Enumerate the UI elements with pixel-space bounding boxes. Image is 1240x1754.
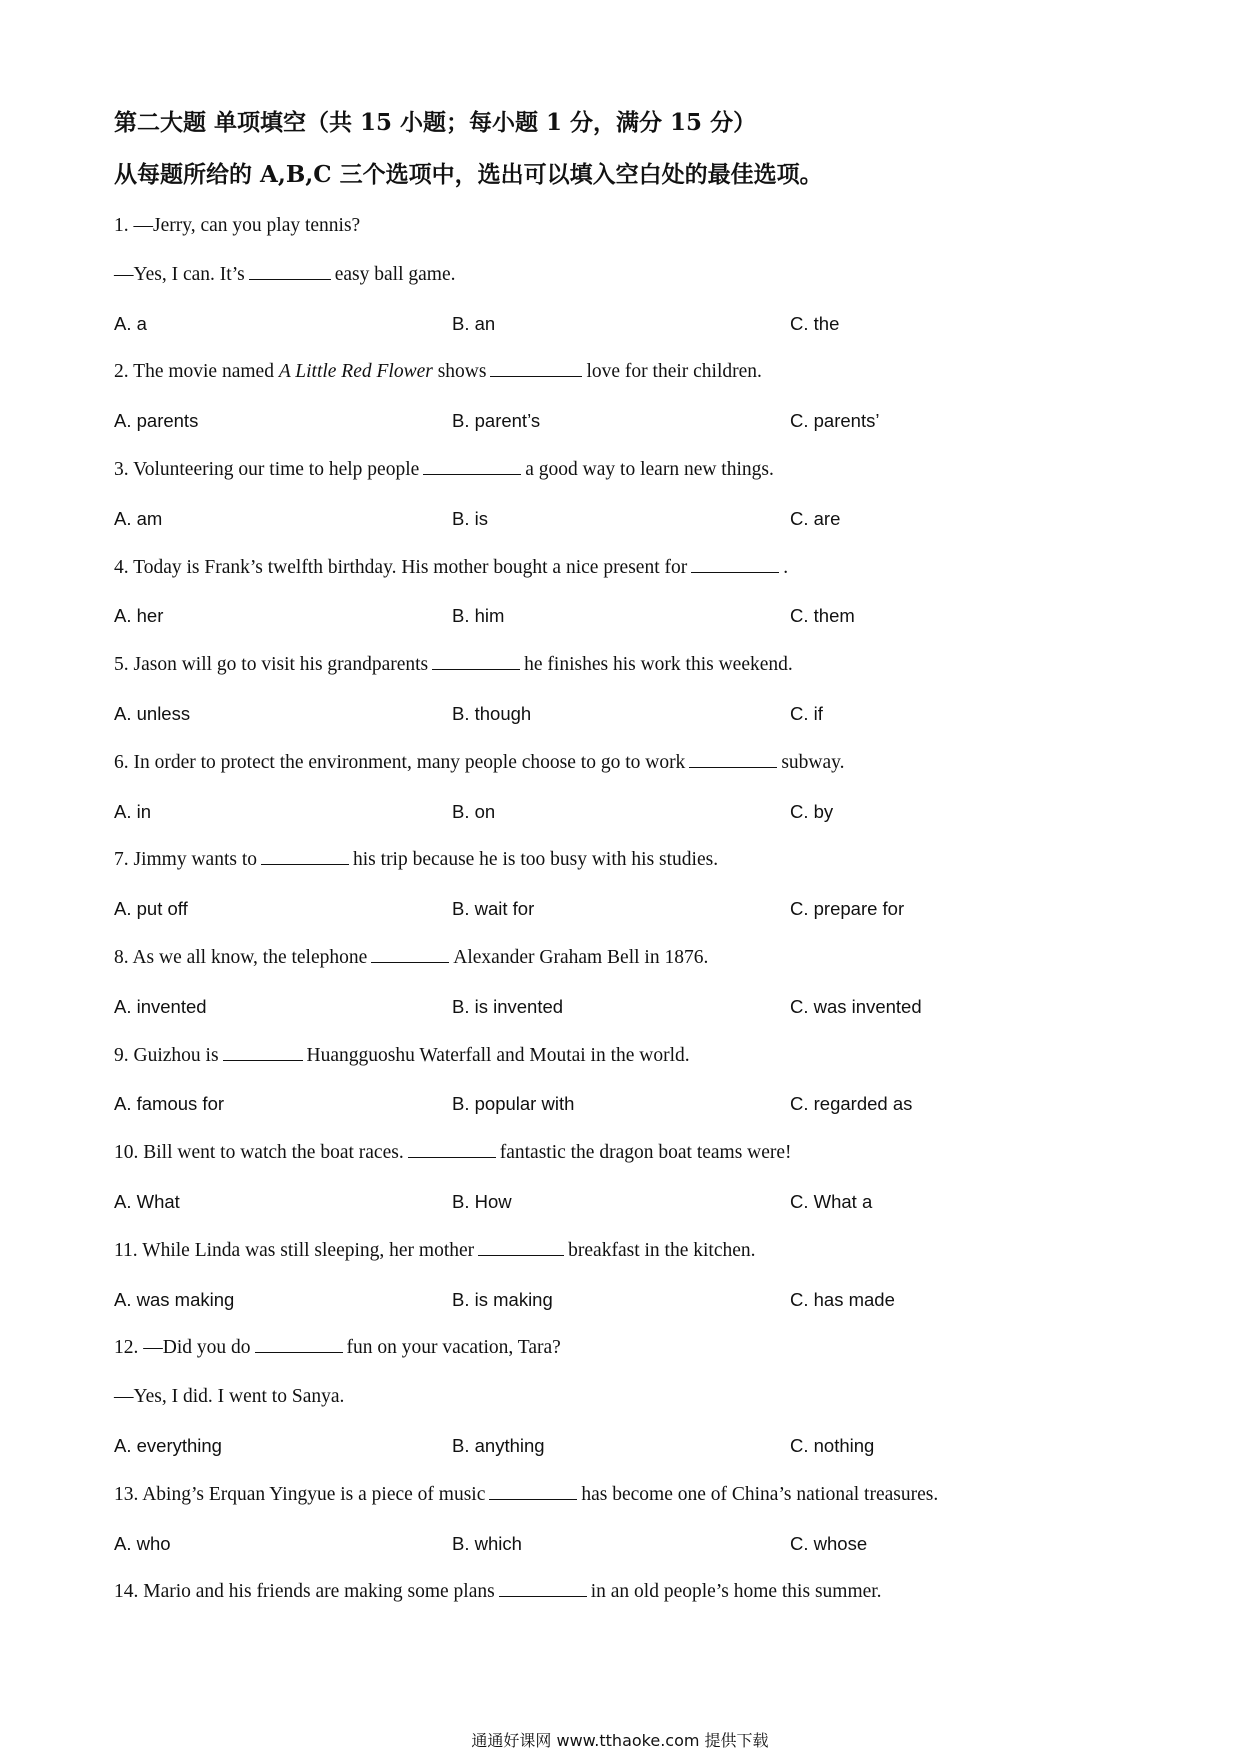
option-a: A. everything bbox=[114, 1434, 222, 1456]
question-text: —Yes, I did. I went to Sanya. bbox=[114, 1386, 345, 1408]
question-text: love for their children. bbox=[586, 361, 762, 383]
question-number: 4. bbox=[114, 556, 134, 578]
option-b: B. him bbox=[452, 605, 505, 627]
question-text: subway. bbox=[781, 751, 845, 773]
question-number: 14. bbox=[114, 1581, 144, 1603]
option-b: B. on bbox=[452, 800, 496, 822]
question-text: Volunteering our time to help people bbox=[133, 458, 420, 480]
question-text: shows bbox=[437, 361, 487, 383]
answer-blank bbox=[423, 473, 521, 475]
question-line bbox=[114, 641, 1134, 690]
question-text: Mario and his friends are making some plans bbox=[143, 1581, 495, 1603]
answer-blank bbox=[478, 1254, 564, 1256]
page-footer bbox=[0, 1728, 1240, 1751]
question-number: 13. bbox=[114, 1483, 143, 1505]
option-b: B. parent’s bbox=[452, 410, 541, 432]
question-text: fantastic the dragon boat teams were! bbox=[499, 1142, 792, 1164]
option-c: C. What a bbox=[790, 1190, 873, 1212]
option-c: C. them bbox=[790, 605, 855, 627]
question-text: he finishes his work this weekend. bbox=[524, 654, 793, 676]
question-line bbox=[114, 251, 1134, 300]
option-c: C. was invented bbox=[790, 995, 922, 1017]
option-a: A. was making bbox=[114, 1288, 235, 1310]
question-text: —Jerry, can you play tennis? bbox=[133, 215, 361, 236]
answer-blank bbox=[371, 961, 449, 963]
options-row bbox=[114, 885, 1134, 934]
question-number: 6. bbox=[114, 751, 134, 773]
options-row bbox=[114, 983, 1134, 1032]
answer-blank bbox=[255, 1351, 343, 1353]
italic-title: A Little Red Flower bbox=[278, 361, 433, 383]
question-line bbox=[114, 1324, 1134, 1373]
question-text: While Linda was still sleeping, her mother bbox=[142, 1239, 475, 1261]
question-number: 10. bbox=[114, 1142, 144, 1164]
options-row bbox=[114, 1276, 1134, 1325]
answer-blank bbox=[489, 1498, 577, 1500]
option-a: A. parents bbox=[114, 410, 199, 432]
options-row bbox=[114, 397, 1134, 446]
option-b: B. is bbox=[452, 507, 488, 529]
question-text: breakfast in the kitchen. bbox=[568, 1239, 756, 1261]
option-a: A. am bbox=[114, 507, 163, 529]
question-line bbox=[114, 1129, 1134, 1178]
option-c: C. parents’ bbox=[790, 410, 880, 432]
question-text: In order to protect the environment, many people choose to go to work bbox=[133, 751, 686, 773]
answer-blank bbox=[490, 375, 582, 377]
options-row bbox=[114, 1178, 1134, 1227]
question-text: Huangguoshu Waterfall and Moutai in the world. bbox=[306, 1044, 690, 1066]
question-text: Guizhou is bbox=[133, 1044, 219, 1066]
option-b: B. anything bbox=[452, 1434, 545, 1456]
section-instruction bbox=[114, 156, 823, 189]
question-text: . bbox=[783, 556, 789, 578]
question-text: Jason will go to visit his grandparents bbox=[133, 654, 429, 676]
options-row bbox=[114, 1422, 1134, 1471]
option-a: A. famous for bbox=[114, 1093, 225, 1115]
question-number: 1. bbox=[114, 215, 134, 236]
answer-blank bbox=[249, 278, 331, 280]
option-a: A. put off bbox=[114, 898, 188, 920]
answer-blank bbox=[499, 1595, 587, 1597]
option-a: A. unless bbox=[114, 702, 191, 724]
options-row bbox=[114, 690, 1134, 739]
option-c: C. whose bbox=[790, 1532, 868, 1554]
question-text: As we all know, the telephone bbox=[132, 946, 368, 968]
question-line bbox=[114, 836, 1134, 885]
footer-text: 通通好课网 www.tthaoke.com 提供下载 bbox=[471, 1731, 769, 1750]
option-c: C. by bbox=[790, 800, 834, 822]
question-line bbox=[114, 446, 1134, 495]
option-a: A. her bbox=[114, 605, 164, 627]
question-line bbox=[114, 1373, 1134, 1422]
question-text: his trip because he is too busy with his studies. bbox=[353, 849, 719, 871]
option-c: C. if bbox=[790, 702, 823, 724]
question-text: Bill went to watch the boat races. bbox=[143, 1142, 404, 1164]
question-line bbox=[114, 1568, 1134, 1617]
answer-blank bbox=[408, 1156, 496, 1158]
question-line bbox=[114, 1227, 1134, 1276]
question-text: The movie named bbox=[133, 361, 274, 383]
option-a: A. What bbox=[114, 1190, 180, 1212]
option-c: C. are bbox=[790, 507, 841, 529]
question-text: Today is Frank’s twelfth birthday. His mother bought a nice present for bbox=[133, 556, 688, 578]
answer-blank bbox=[691, 571, 779, 573]
option-a: A. a bbox=[114, 312, 147, 334]
options-row bbox=[114, 788, 1134, 837]
question-number: 2. bbox=[114, 361, 134, 383]
question-number: 7. bbox=[114, 849, 134, 871]
section-instruction-text: 从每题所给的 A,B,C 三个选项中，选出可以填入空白处的最佳选项。 bbox=[114, 161, 823, 188]
options-row bbox=[114, 1080, 1134, 1129]
question-text: Jimmy wants to bbox=[133, 849, 258, 871]
question-line bbox=[114, 934, 1134, 983]
question-number: 8. bbox=[114, 946, 133, 968]
option-b: B. an bbox=[452, 312, 496, 334]
answer-blank bbox=[261, 863, 349, 865]
question-text: a good way to learn new things. bbox=[525, 458, 774, 480]
option-a: A. invented bbox=[114, 995, 207, 1017]
options-row bbox=[114, 592, 1134, 641]
question-line bbox=[114, 544, 1134, 593]
question-line bbox=[114, 348, 1134, 397]
question-list bbox=[114, 202, 1134, 1617]
option-b: B. is invented bbox=[452, 995, 564, 1017]
question-line bbox=[114, 739, 1134, 788]
question-text: has become one of China’s national treasures. bbox=[581, 1483, 939, 1505]
question-line bbox=[114, 202, 1134, 251]
section-title-text: 第二大题 单项填空（共 15 小题；每小题 1 分，满分 15 分） bbox=[114, 109, 757, 136]
option-c: C. has made bbox=[790, 1288, 895, 1310]
option-b: B. wait for bbox=[452, 898, 535, 920]
question-line bbox=[114, 1032, 1134, 1081]
option-b: B. is making bbox=[452, 1288, 553, 1310]
question-text: easy ball game. bbox=[334, 263, 456, 285]
option-a: A. who bbox=[114, 1532, 171, 1554]
answer-blank bbox=[432, 668, 520, 670]
question-number: 3. bbox=[114, 458, 134, 480]
answer-blank bbox=[689, 766, 777, 768]
options-row bbox=[114, 1520, 1134, 1569]
question-text: Abing’s Erquan Yingyue is a piece of music bbox=[142, 1483, 486, 1505]
question-number: 11. bbox=[114, 1239, 143, 1261]
question-number: 12. bbox=[114, 1337, 144, 1359]
option-c: C. regarded as bbox=[790, 1093, 913, 1115]
question-text: Alexander Graham Bell in 1876. bbox=[453, 946, 709, 968]
question-text: —Yes, I can. It’s bbox=[114, 263, 245, 285]
answer-blank bbox=[223, 1059, 303, 1061]
option-c: C. nothing bbox=[790, 1434, 875, 1456]
question-number: 9. bbox=[114, 1044, 134, 1066]
option-c: C. the bbox=[790, 312, 840, 334]
option-c: C. prepare for bbox=[790, 898, 905, 920]
question-number: 5. bbox=[114, 654, 134, 676]
question-text: fun on your vacation, Tara? bbox=[346, 1337, 561, 1359]
question-text: in an old people’s home this summer. bbox=[590, 1581, 882, 1603]
options-row bbox=[114, 495, 1134, 544]
options-row bbox=[114, 300, 1134, 349]
option-b: B. popular with bbox=[452, 1093, 575, 1115]
option-b: B. which bbox=[452, 1532, 522, 1554]
question-line bbox=[114, 1471, 1134, 1520]
option-a: A. in bbox=[114, 800, 152, 822]
question-text: —Did you do bbox=[143, 1337, 251, 1359]
option-b: B. How bbox=[452, 1190, 512, 1212]
section-title bbox=[114, 104, 756, 137]
option-b: B. though bbox=[452, 702, 532, 724]
